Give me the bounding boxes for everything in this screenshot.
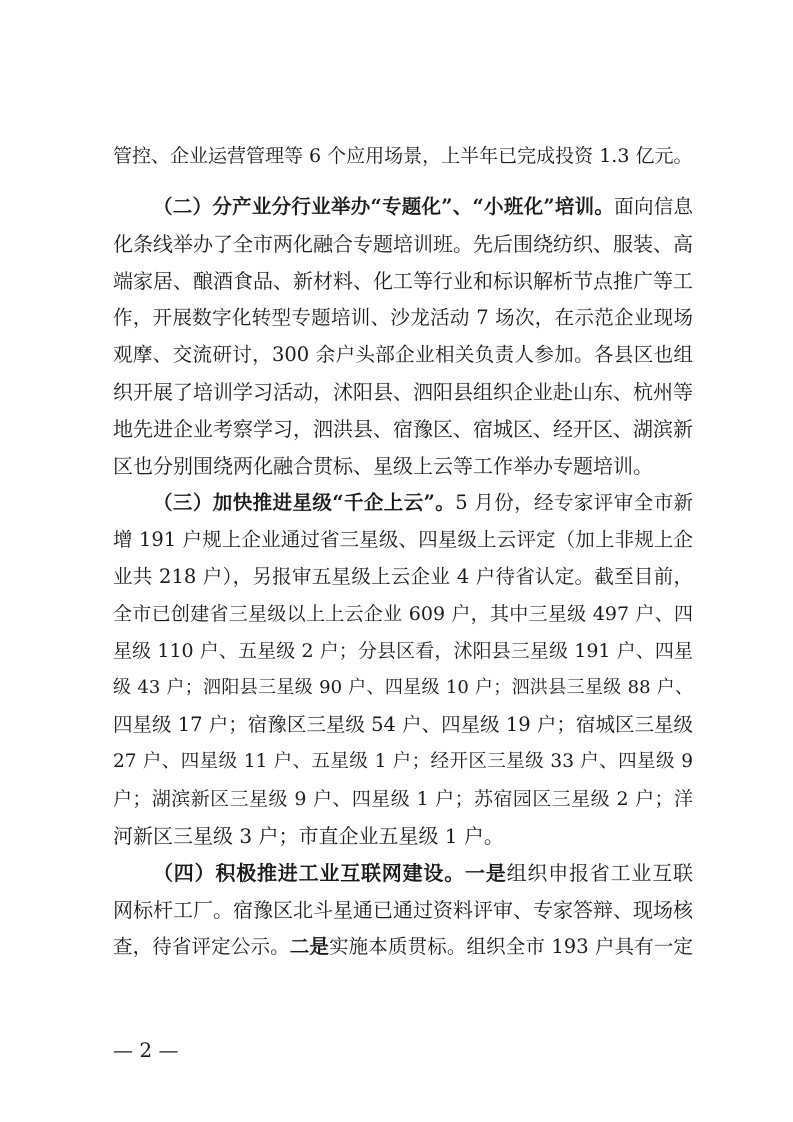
text: 27 户、四星级 11 户、五星级 1 户；经开区三星级 33 户、四星级 9 xyxy=(113,751,693,772)
text: 管控、企业运营管理等 6 个应用场景，上半年已完成投资 1.3 亿元。 xyxy=(113,145,693,167)
body-line xyxy=(113,343,693,367)
text: 网标杆工厂。宿豫区北斗星通已通过资料评审、专家答辩、现场核 xyxy=(113,898,693,922)
section-three-heading: （三）加快推进星级“千企上云”。 xyxy=(153,491,456,514)
section-two-line xyxy=(153,195,693,219)
body-line xyxy=(113,144,693,168)
text: 观摩、交流研讨，300 余户头部企业相关负责人参加。各县区也组 xyxy=(113,343,693,366)
body-line xyxy=(113,824,693,848)
body-line xyxy=(113,750,693,774)
body-line xyxy=(113,454,693,478)
body-line xyxy=(113,417,693,441)
text: 星级 110 户、五星级 2 户；分县区看，沭阳县三星级 191 户、四星 xyxy=(113,640,693,662)
text: 级 43 户；泗阳县三星级 90 户、四星级 10 户；泗洪县三星级 88 户、 xyxy=(113,677,693,698)
section-two-heading: （二）分产业分行业举办“专题化”、“小班化”培训。 xyxy=(153,195,615,218)
body-line xyxy=(113,306,693,330)
body-line xyxy=(113,676,693,700)
text: 业共 218 户），另报审五星级上云企业 4 户待省认定。截至目前， xyxy=(113,565,693,588)
body-line xyxy=(113,787,693,811)
text: 四星级 17 户；宿豫区三星级 54 户、四星级 19 户；宿城区三星级 xyxy=(113,713,693,736)
text: 实施本质贯标。组织全市 193 户具有一定 xyxy=(329,935,693,958)
emphasis: 一是 xyxy=(465,861,507,885)
body-line xyxy=(113,565,693,589)
text: 化条线举办了全市两化融合专题培训班。先后围绕纺织、服装、高 xyxy=(113,232,693,256)
text: 面向信息 xyxy=(614,195,693,218)
text: 查，待省评定公示。 xyxy=(113,935,290,958)
text: 增 191 户规上企业通过省三星级、四星级上云评定（加上非规上企 xyxy=(113,528,693,551)
text: 全市已创建省三星级以上上云企业 609 户，其中三星级 497 户、四 xyxy=(113,603,693,625)
section-four-line xyxy=(153,861,693,885)
body-line xyxy=(113,898,693,922)
text: 织开展了培训学习活动，沭阳县、泗阳县组织企业赴山东、杭州等 xyxy=(113,380,693,404)
text: 河新区三星级 3 户；市直企业五星级 1 户。 xyxy=(113,824,504,848)
body-line xyxy=(113,528,693,552)
body-line xyxy=(113,269,693,293)
section-three-line xyxy=(153,491,693,515)
body-line xyxy=(113,380,693,404)
text: 户；湖滨新区三星级 9 户、四星级 1 户；苏宿园区三星级 2 户；洋 xyxy=(113,788,693,810)
emphasis: 二是 xyxy=(289,935,330,958)
body-line xyxy=(113,935,693,959)
text: 地先进企业考察学习，泗洪县、宿豫区、宿城区、经开区、湖滨新 xyxy=(113,417,693,441)
text: 5 月份，经专家评审全市新 xyxy=(455,491,694,514)
text: 组织申报省工业互联 xyxy=(506,861,694,885)
body-line xyxy=(113,713,693,737)
text: 区也分别围绕两化融合贯标、星级上云等工作举办专题培训。 xyxy=(113,454,653,478)
text: 端家居、酿酒食品、新材料、化工等行业和标识解析节点推广等工 xyxy=(113,269,693,293)
body-line xyxy=(113,602,693,626)
body-line xyxy=(113,232,693,256)
page-number: — 2 — xyxy=(113,1038,179,1062)
section-four-heading: （四）积极推进工业互联网建设。 xyxy=(153,861,465,885)
text: 作，开展数字化转型专题培训、沙龙活动 7 场次，在示范企业现场 xyxy=(113,306,693,329)
body-line xyxy=(113,639,693,663)
